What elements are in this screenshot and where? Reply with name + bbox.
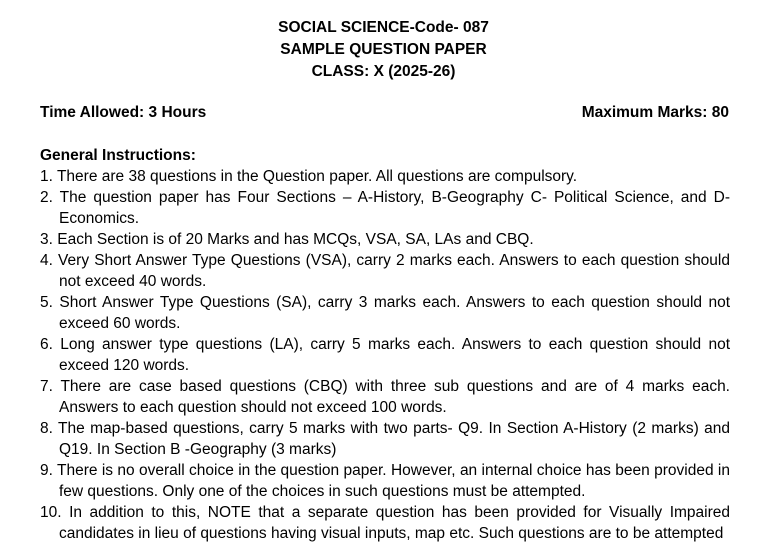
subject-title: SOCIAL SCIENCE-Code- 087 [278,19,489,36]
paper-title: SAMPLE QUESTION PAPER [280,41,487,58]
instructions-list [40,166,730,544]
instruction-item: 5. Short Answer Type Questions (SA), carry 3 marks each. Answers to each question should not exceed 60 words. [40,294,730,332]
instruction-item: 7. There are case based questions (CBQ) with three sub questions and are of 4 marks each. Answers to each question should not exceed 100 words. [40,378,730,416]
instruction-item: 6. Long answer type questions (LA), carry 5 marks each. Answers to each question should not exceed 120 words. [40,336,730,374]
instruction-item: 4. Very Short Answer Type Questions (VSA), carry 2 marks each. Answers to each question should not exceed 40 words. [40,252,730,290]
time-allowed: Time Allowed: 3 Hours [40,104,207,121]
instructions-heading: General Instructions: [40,147,196,164]
instruction-item: 10. In addition to this, NOTE that a separate question has been provided for Visually Impaired candidates in lieu of questions having visual inputs, map etc. Such questions are to be attempted [40,504,730,542]
class-title: CLASS: X (2025-26) [311,63,456,80]
instruction-item: 2. The question paper has Four Sections – A-History, B-Geography C- Political Science, and D-Economics. [40,189,730,227]
instruction-item: 9. There is no overall choice in the question paper. However, an internal choice has been provided in few questions. Only one of the choices in such questions must be attempted. [40,462,730,500]
instruction-item: 3. Each Section is of 20 Marks and has MCQs, VSA, SA, LAs and CBQ. [40,231,534,248]
instruction-item: 8. The map-based questions, carry 5 marks with two parts- Q9. In Section A-History (2 marks) and Q19. In Section B -Geography (3 marks) [40,420,730,458]
instruction-item: 1. There are 38 questions in the Question paper. All questions are compulsory. [40,168,578,185]
maximum-marks: Maximum Marks: 80 [581,104,729,121]
